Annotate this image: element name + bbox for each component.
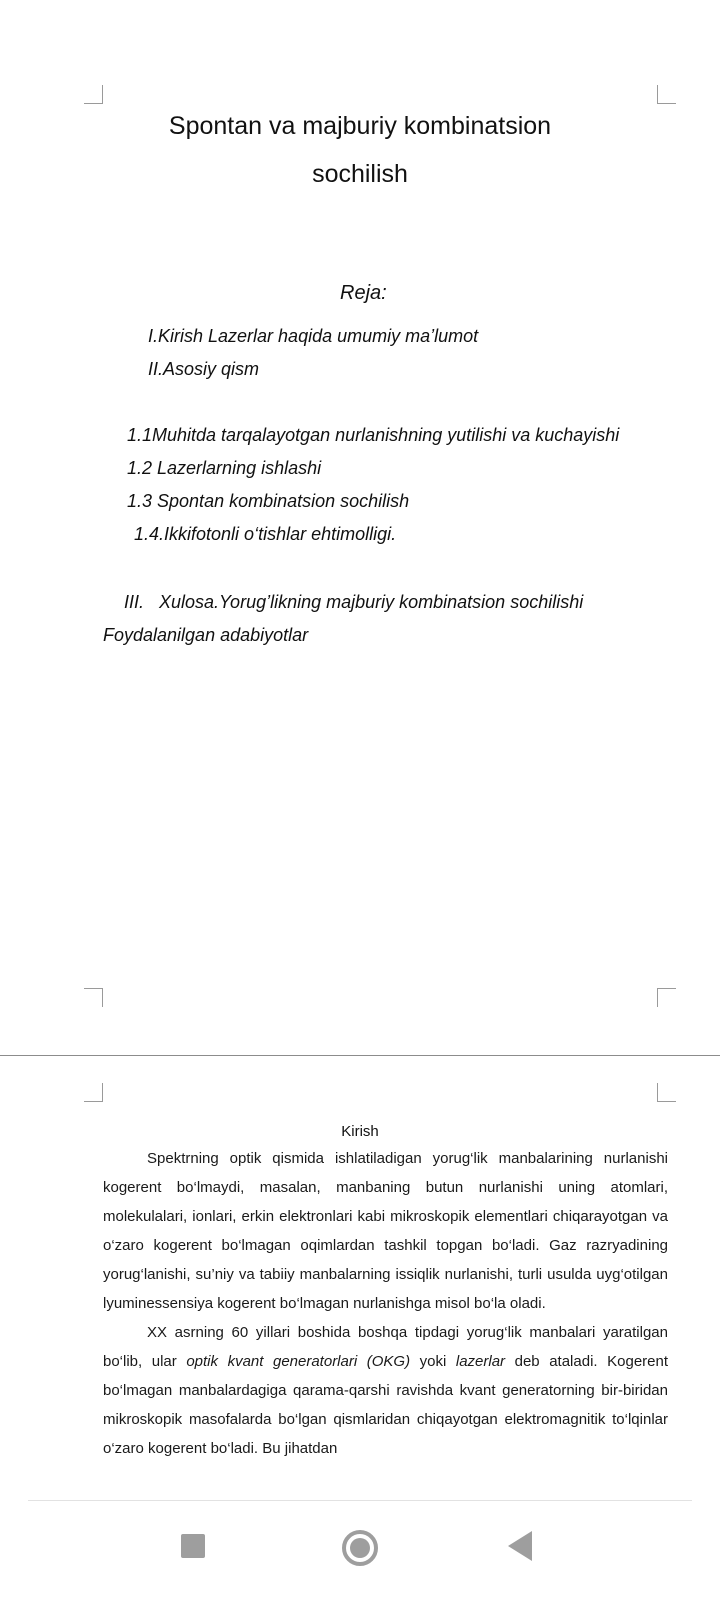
crop-mark-top-left bbox=[84, 1083, 103, 1102]
emphasis: lazerlar bbox=[455, 1353, 506, 1370]
section-heading-kirish: Kirish bbox=[341, 1123, 379, 1140]
plan-item: Foydalanilgan adabiyotlar bbox=[103, 625, 309, 645]
crop-mark-top-right bbox=[657, 1083, 676, 1102]
plan-item: II.Asosiy qism bbox=[148, 359, 260, 379]
plan-item: 1.2 Lazerlarning ishlashi bbox=[127, 458, 322, 478]
plan-item: 1.3 Spontan kombinatsion sochilish bbox=[127, 491, 410, 511]
plan-item: 1.4.Ikkifotonli o‘tishlar ehtimolligi. bbox=[134, 524, 397, 544]
square-recents-icon[interactable] bbox=[181, 1534, 205, 1558]
document-title bbox=[150, 102, 570, 198]
crop-mark-bottom-left bbox=[84, 988, 103, 1007]
paragraph: Spektrning optik qismida ishlatiladigan yorug‘lik manbalarining nurlanishi kogerent bo‘lmaydi, masalan, manbaning butun nurlanishi uning atomlari, molekulalari, ionlari, erkin elektronlari kabi mikroskopik elementlari chiqarayotgan va o‘zaro kogerent bo‘lmagan oqimlardan tashkil topgan bo‘ladi. Gaz razryadining yorug‘lanishi, su’niy va tabiiy manbalarning issiqlik nurlanishi, turli usulda uyg‘otilgan lyuminessensiya kogerent bo‘lmagan nurlanishga misol bo‘la oladi. bbox=[103, 1150, 668, 1312]
circle-home-dot bbox=[350, 1538, 370, 1558]
emphasis: optik kvant generatorlari (OKG) bbox=[186, 1353, 411, 1370]
plan-item: 1.1Muhitda tarqalayotgan nurlanishning yutilishi va kuchayishi bbox=[127, 425, 620, 445]
crop-mark-top-right bbox=[657, 85, 676, 104]
title-line-1: Spontan va majburiy kombinatsion bbox=[168, 112, 552, 140]
triangle-back-icon[interactable] bbox=[508, 1531, 532, 1561]
plan-heading: Reja: bbox=[340, 282, 387, 304]
paragraph: XX asrning 60 yillari boshida boshqa tipdagi yorug‘lik manbalari yaratilgan bo‘lib, ular optik kvant generatorlari (OKG) yoki lazerlar deb ataladi. Kogerent bo‘lmagan manbalardagiga qarama-qarshi ravishda kvant generatorning bir-biridan mikroskopik masofalarda bo‘lgan qismlaridan chiqayotgan elektromagnitik to‘lqinlar o‘zaro kogerent bo‘ladi. Bu jihatdan bbox=[103, 1324, 669, 1457]
crop-mark-bottom-right bbox=[657, 988, 676, 1007]
title-line-2: sochilish bbox=[312, 160, 408, 188]
page-separator bbox=[0, 1055, 720, 1056]
plan-item: III. Xulosa.Yorug’likning majburiy kombinatsion sochilishi bbox=[124, 592, 584, 612]
crop-mark-top-left bbox=[84, 85, 103, 104]
body-text bbox=[103, 1144, 668, 1463]
plan-item: I.Kirish Lazerlar haqida umumiy ma’lumot bbox=[148, 326, 479, 346]
